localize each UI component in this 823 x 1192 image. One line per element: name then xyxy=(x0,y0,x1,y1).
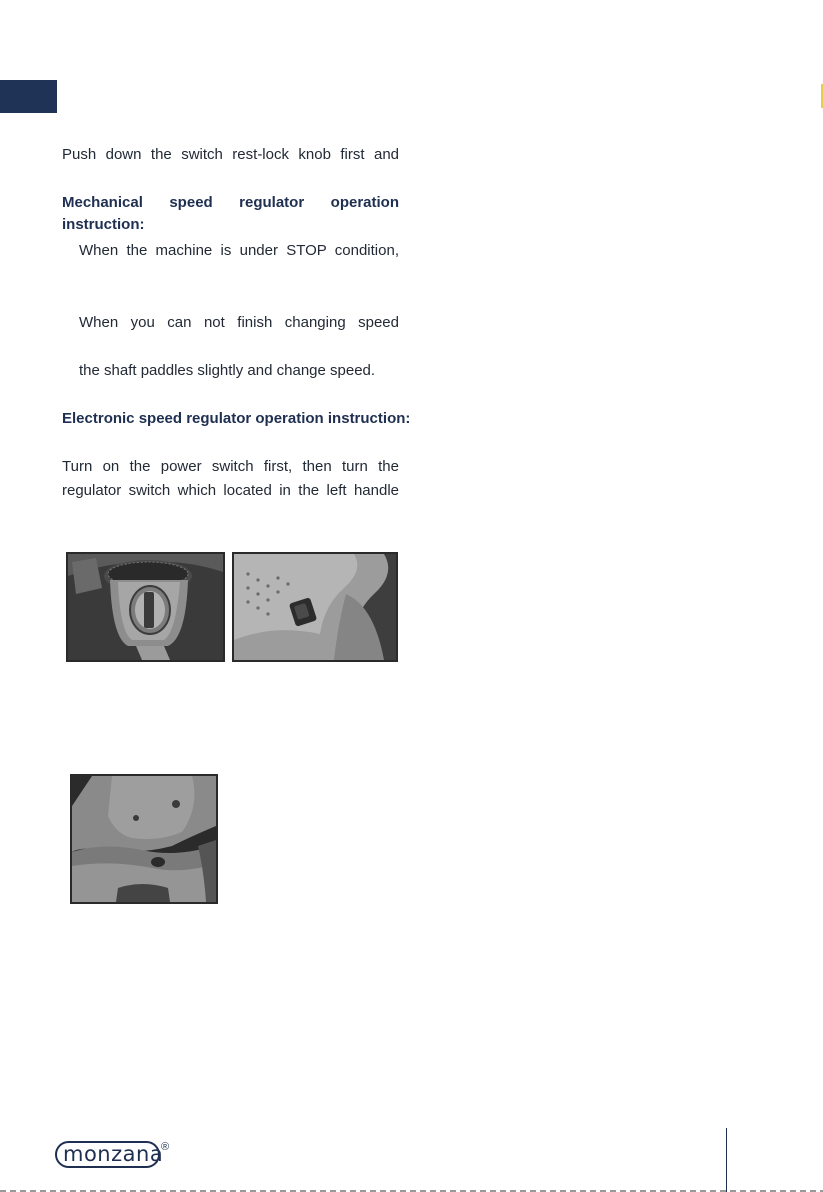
electronic-heading: Electronic speed regulator operation instruction: xyxy=(62,410,411,427)
speed-dial-photo xyxy=(66,552,225,662)
handle-photo xyxy=(70,774,218,904)
section-tab-marker xyxy=(0,80,57,113)
registered-mark: ® xyxy=(161,1141,170,1153)
brand-name: monzana xyxy=(63,1142,164,1166)
footer-divider xyxy=(726,1128,727,1192)
electronic-text-1: Turn on the power switch first, then turn the xyxy=(62,458,399,475)
electronic-text-2: regulator switch which located in the left handle xyxy=(62,482,399,499)
mechanical-heading-cont: instruction: xyxy=(62,216,145,233)
mechanical-text-2: When you can not finish changing speed xyxy=(79,314,399,331)
regulator-switch-photo xyxy=(232,552,398,662)
mechanical-heading: Mechanical speed regulator operation xyxy=(62,194,399,211)
instruction-line: Push down the switch rest-lock knob first and xyxy=(62,146,399,163)
mechanical-text-3: the shaft paddles slightly and change speed. xyxy=(79,362,376,379)
brand-logo xyxy=(55,1141,175,1176)
mechanical-text-1: When the machine is under STOP condition, xyxy=(79,242,399,259)
